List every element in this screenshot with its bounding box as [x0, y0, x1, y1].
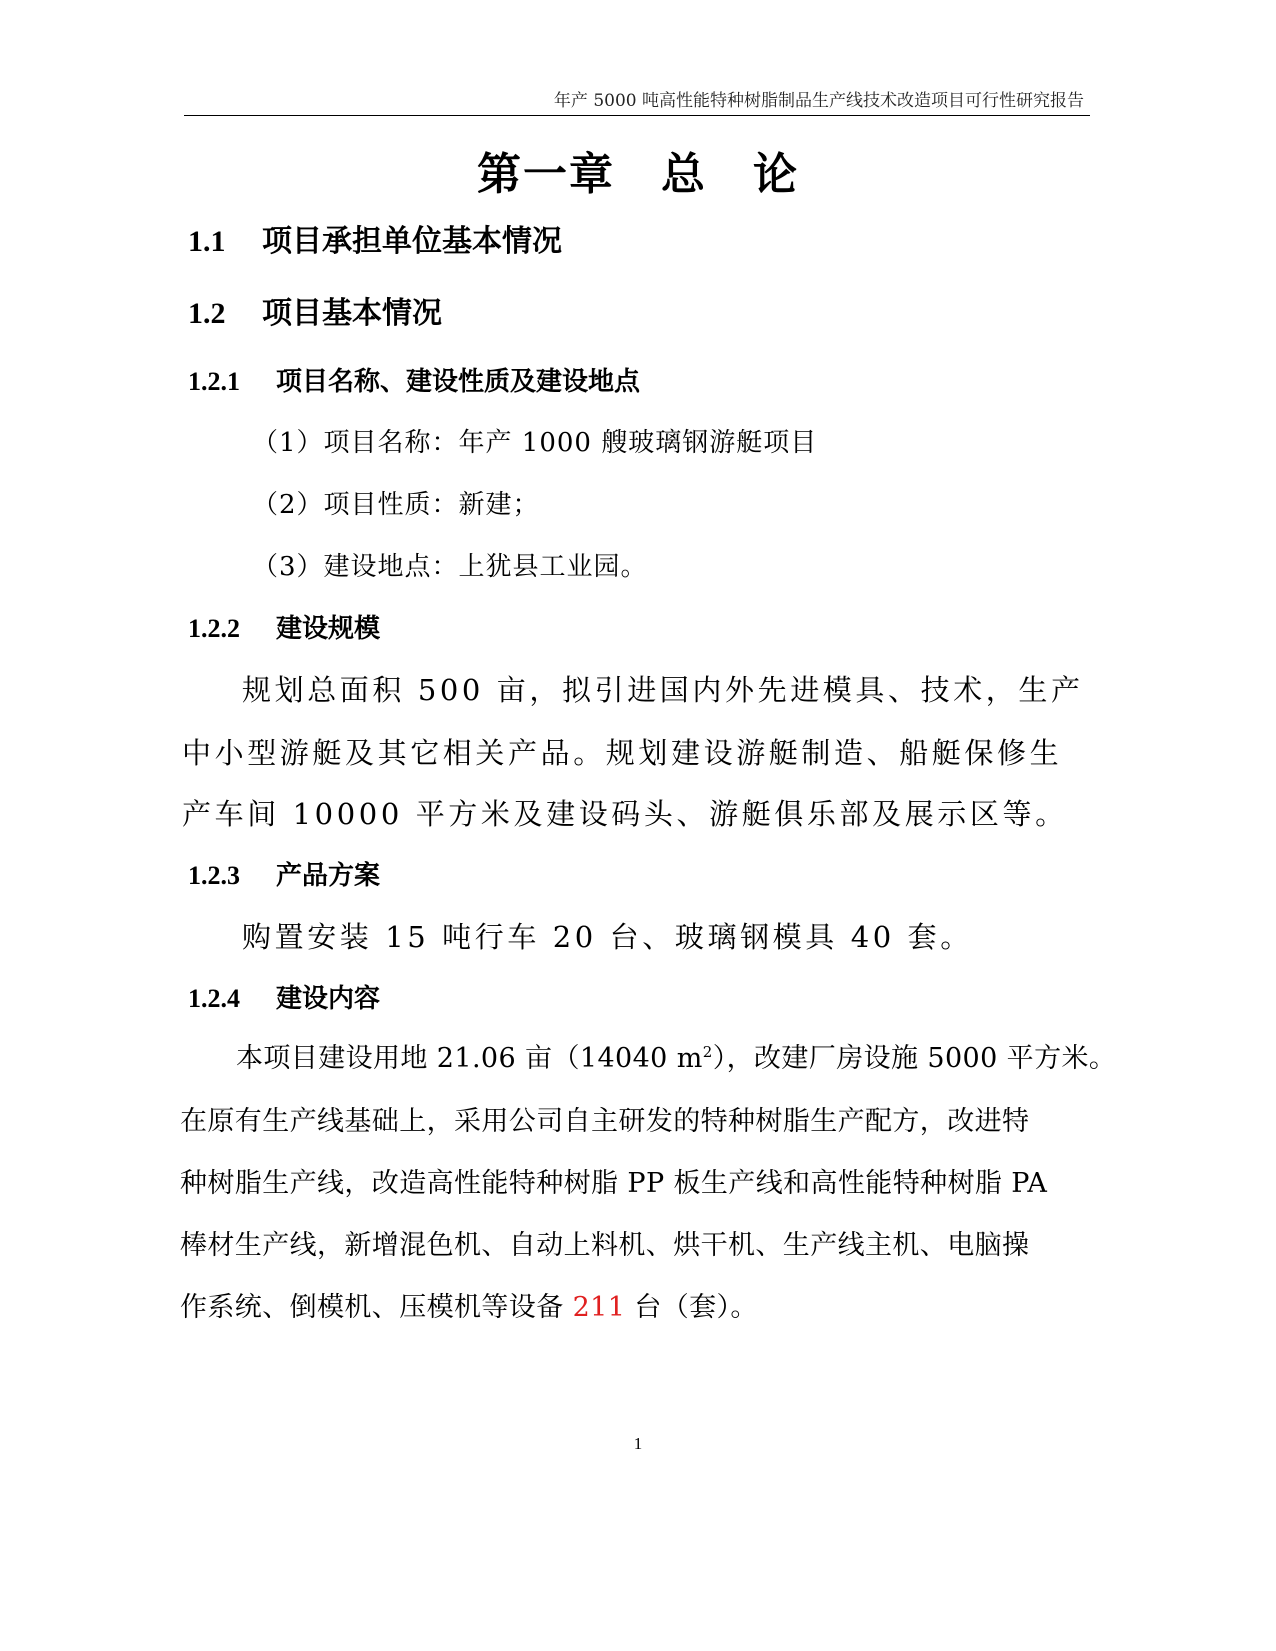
subsection-number: 1.2.4	[188, 984, 240, 1013]
subsection-heading-1-2-4	[188, 983, 380, 1015]
list-item: （3）建设地点：上犹县工业园。	[252, 552, 648, 582]
chapter-title-part2: 总	[661, 149, 707, 200]
chapter-title-part3: 论	[753, 149, 799, 200]
section-title: 项目承担单位基本情况	[262, 224, 562, 259]
paragraph-line: 棒材生产线，新增混色机、自动上料机、烘干机、生产线主机、电脑操	[180, 1230, 1030, 1261]
section-number: 1.2	[188, 297, 226, 330]
paragraph-line	[180, 1291, 758, 1325]
chapter-title-part1: 第一章	[477, 149, 615, 200]
list-item: （1）项目名称：年产 1000 艘玻璃钢游艇项目	[252, 428, 818, 458]
text-run: 台（套）。	[625, 1292, 758, 1323]
paragraph-line: 购置安装 15 吨行车 20 台、玻璃钢模具 40 套。	[242, 920, 973, 954]
subsection-title: 产品方案	[276, 861, 381, 891]
text-run: ），改建厂房设施 5000 平方米。	[712, 1043, 1117, 1074]
subsection-number: 1.2.1	[188, 367, 240, 396]
section-title: 项目基本情况	[262, 296, 442, 331]
subsection-heading-1-2-1	[188, 366, 640, 398]
subsection-title: 建设规模	[276, 614, 381, 644]
list-item: （2）项目性质：新建；	[252, 490, 540, 520]
highlighted-number: 211	[572, 1292, 626, 1323]
chapter-title	[0, 148, 1276, 202]
paragraph-line: 产车间 10000 平方米及建设码头、游艇俱乐部及展示区等。	[182, 797, 1068, 831]
text-run: 本项目建设用地 21.06 亩（14040 m	[236, 1043, 703, 1074]
paragraph-line	[236, 1042, 1116, 1076]
superscript: 2	[702, 1043, 713, 1061]
subsection-heading-1-2-2	[188, 613, 380, 645]
section-heading-1-2	[188, 296, 442, 332]
header-rule	[184, 115, 1090, 116]
running-header: 年产 5000 吨高性能特种树脂制品生产线技术改造项目可行性研究报告	[553, 91, 1084, 111]
section-heading-1-1	[188, 224, 562, 260]
section-number: 1.1	[188, 225, 226, 258]
text-run: 作系统、倒模机、压模机等设备	[180, 1292, 573, 1323]
subsection-title: 项目名称、建设性质及建设地点	[276, 367, 641, 397]
paragraph-line: 中小型游艇及其它相关产品。规划建设游艇制造、船艇保修生	[182, 736, 1063, 770]
subsection-title: 建设内容	[276, 984, 381, 1014]
paragraph-line: 在原有生产线基础上，采用公司自主研发的特种树脂生产配方，改进特	[180, 1106, 1030, 1137]
subsection-number: 1.2.3	[188, 861, 240, 890]
paragraph-line: 规划总面积 500 亩，拟引进国内外先进模具、技术，生产	[242, 673, 1084, 707]
paragraph-line: 种树脂生产线，改造高性能特种树脂 PP 板生产线和高性能特种树脂 PA	[180, 1168, 1048, 1199]
subsection-number: 1.2.2	[188, 614, 240, 643]
subsection-heading-1-2-3	[188, 860, 380, 892]
page-number: 1	[633, 1434, 643, 1453]
